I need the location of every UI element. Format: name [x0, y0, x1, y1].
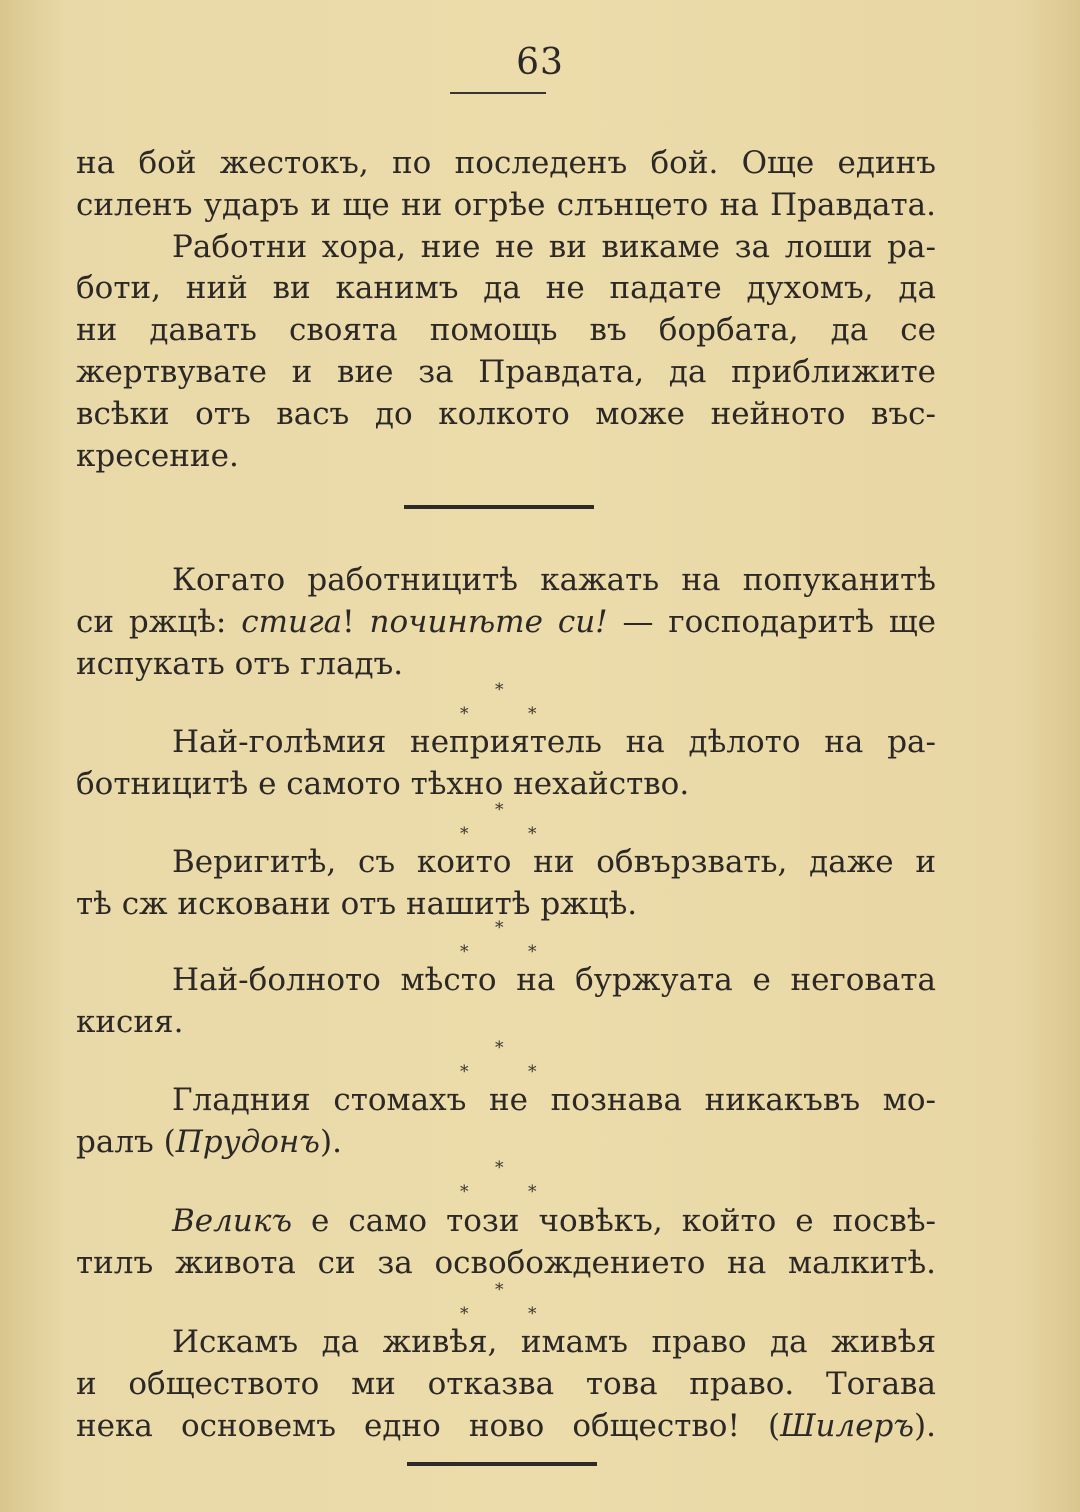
aphorism-2 — [76, 722, 936, 806]
text-line: кресение. — [76, 437, 239, 474]
text-line: си ржцѣ: стига! починѣте си! — господаритѣ ще — [76, 603, 937, 640]
emphasis: Прудонъ — [175, 1123, 320, 1160]
text-line: Веригитѣ, съ които ни обвързвать, даже и — [172, 844, 936, 880]
text-line: ботницитѣ е самото тѣхно нехайство. — [76, 765, 690, 802]
asterisk-icon: * — [460, 1062, 469, 1082]
emphasis: Шилеръ — [780, 1407, 915, 1444]
emphasis: Великъ — [172, 1203, 293, 1239]
asterisk-icon: * — [460, 942, 469, 962]
asterism-separator — [440, 1280, 570, 1328]
page-number-underline — [450, 92, 546, 94]
text-line: боти, ний ви канимъ да не падате духомъ, да — [76, 270, 936, 307]
asterisk-icon: * — [528, 824, 537, 844]
asterism-separator — [440, 680, 570, 728]
text-line: Искамъ да живѣя, имамъ право да живѣя — [172, 1324, 936, 1360]
asterism-separator — [440, 1158, 570, 1206]
text-line: нека основемъ едно ново общество! (Шилеръ). — [76, 1407, 936, 1444]
text-line: кисия. — [76, 1003, 184, 1040]
asterisk-icon: * — [528, 942, 537, 962]
asterisk-icon: * — [460, 824, 469, 844]
aphorism-3 — [76, 842, 936, 926]
aphorism-6 — [76, 1201, 936, 1285]
aphorism-4 — [76, 960, 936, 1044]
asterism-separator — [440, 800, 570, 848]
asterisk-icon: * — [528, 704, 537, 724]
asterisk-icon: * — [495, 1158, 504, 1178]
asterism-separator — [440, 918, 570, 966]
text-line: Работни хора, ние не ви викаме за лоши ра- — [172, 228, 936, 265]
asterisk-icon: * — [495, 680, 504, 700]
text-line: Когато работницитѣ кажать на попуканитѣ — [172, 562, 936, 598]
asterisk-icon: * — [495, 1038, 504, 1058]
asterisk-icon: * — [528, 1182, 537, 1202]
text-line: и обществото ми отказва това право. Тогава — [76, 1365, 936, 1402]
text-line: Най-голѣмия неприятель на дѣлото на ра- — [172, 724, 936, 760]
text-line: Великъ е само този човѣкъ, който е посвѣ- — [172, 1203, 936, 1239]
asterisk-icon: * — [460, 1304, 469, 1324]
asterisk-icon: * — [495, 918, 504, 938]
text-line: тилъ живота си за освобождението на малкитѣ. — [76, 1244, 936, 1281]
emphasis: стига — [241, 603, 343, 640]
asterisk-icon: * — [460, 704, 469, 724]
aphorism-1 — [76, 560, 936, 685]
text-line: всѣки отъ васъ до колкото може нейното въс- — [76, 395, 936, 432]
text-line: силенъ ударъ и ще ни огрѣе слънцето на Правдата. — [76, 186, 936, 223]
text-line: Гладния стомахъ не познава никакъвъ мо- — [172, 1082, 936, 1118]
emphasis: починѣте си! — [369, 603, 608, 640]
text-line: жертвувате и вие за Правдата, да приближите — [76, 353, 936, 390]
asterisk-icon: * — [528, 1304, 537, 1324]
aphorism-5 — [76, 1080, 936, 1164]
asterisk-icon: * — [528, 1062, 537, 1082]
text-line: испукать отъ гладъ. — [76, 645, 404, 682]
text-line: тѣ сж исковани отъ нашитѣ ржцѣ. — [76, 885, 638, 922]
asterism-separator — [440, 1038, 570, 1086]
asterisk-icon: * — [495, 800, 504, 820]
asterisk-icon: * — [495, 1280, 504, 1300]
page-number: 63 — [516, 42, 564, 83]
text-line: Най-болното мѣсто на буржуата е неговата — [172, 962, 936, 998]
section-divider — [404, 505, 594, 509]
asterisk-icon: * — [460, 1182, 469, 1202]
text-line: на бой жестокъ, по последенъ бой. Още единъ — [76, 145, 936, 181]
text-line: ни давать своята помощь въ борбата, да се — [76, 312, 936, 349]
section-divider — [407, 1462, 597, 1466]
text-line: ралъ (Прудонъ). — [76, 1123, 342, 1160]
paragraph-appeal — [76, 143, 936, 477]
aphorism-7 — [76, 1322, 936, 1447]
